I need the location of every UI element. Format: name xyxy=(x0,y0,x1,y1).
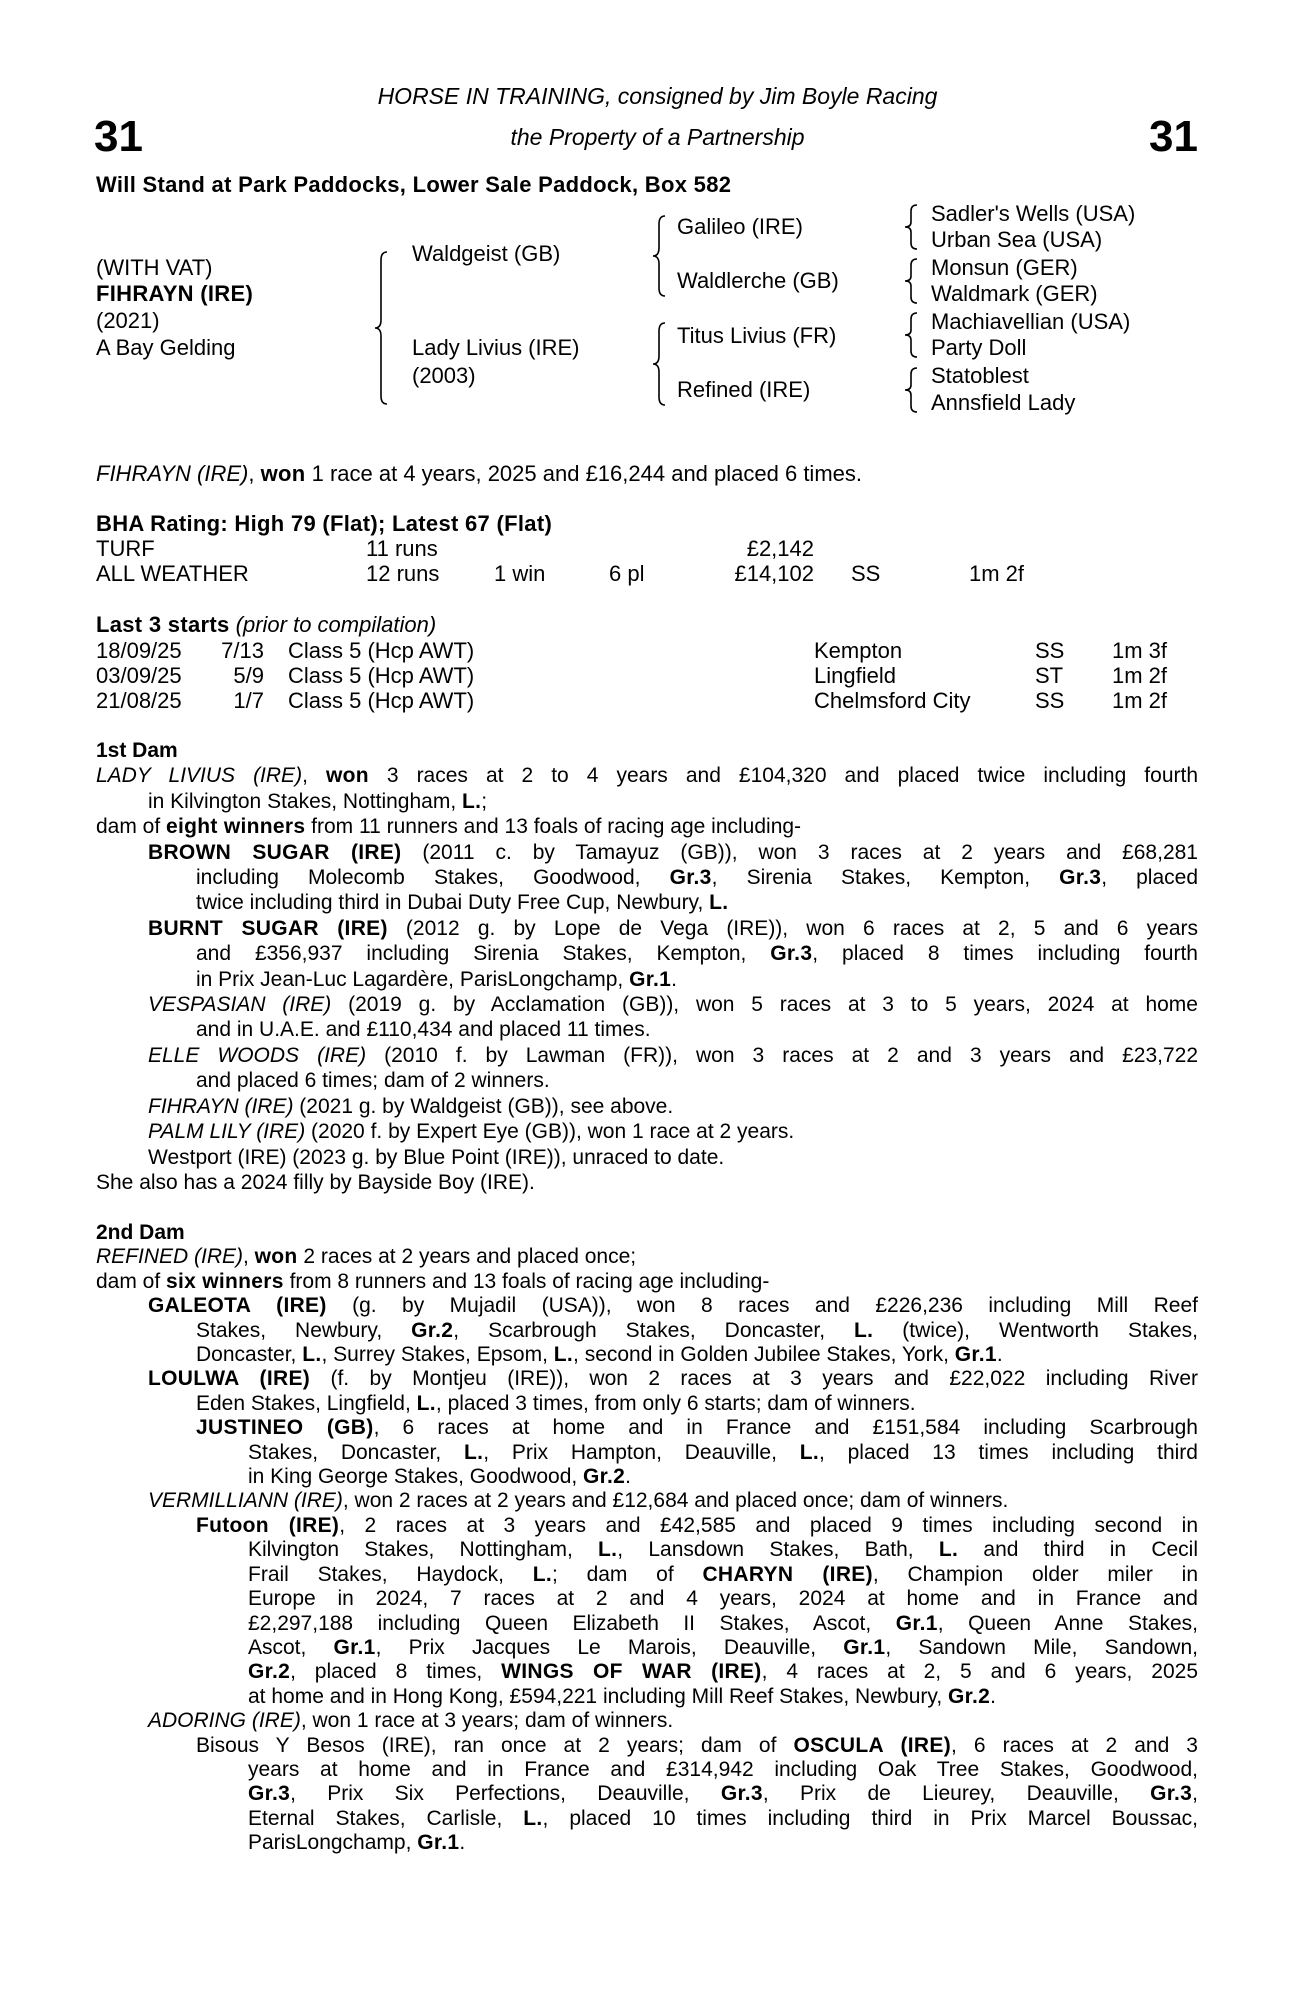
text-line xyxy=(96,763,1198,788)
text-segment: LOULWA (IRE) xyxy=(148,1367,311,1391)
text-segment: won xyxy=(325,764,369,788)
section-heading: 1st Dam xyxy=(96,739,178,762)
second-dam-section xyxy=(96,1221,1198,1856)
text-segment: (2019 g. by Acclamation (GB)), won 5 races at 3 to 5 years, 2024 at home xyxy=(331,993,1198,1017)
pedigree-dam-dam: Refined (IRE) xyxy=(677,377,811,402)
text-segment: , placed 8 times, xyxy=(290,1660,502,1684)
summary-seg: 1 race at 4 years, 2025 and £16,244 and placed 6 times. xyxy=(305,461,862,486)
text-segment: , placed 8 times including fourth xyxy=(812,942,1198,966)
text-segment: , placed 3 times, from only 6 starts; dam of winners. xyxy=(435,1391,916,1415)
text-segment: in Prix Jean-Luc Lagardère, ParisLongchamp, xyxy=(196,967,630,991)
text-segment: Gr.2 xyxy=(948,1684,991,1708)
text-segment: BROWN SUGAR (IRE) xyxy=(148,840,402,864)
produce-record xyxy=(96,840,1198,916)
text-segment: 2 races at 2 years and placed once; xyxy=(297,1245,637,1269)
prize: £14,102 xyxy=(734,561,814,586)
text-segment: Doncaster, xyxy=(196,1343,303,1367)
text-segment: Gr.1 xyxy=(629,967,672,991)
text-segment: Gr.3 xyxy=(1150,1782,1193,1806)
text-segment: Stakes, Doncaster, xyxy=(248,1440,465,1464)
text-line xyxy=(96,1465,1198,1489)
text-segment: Gr.3 xyxy=(248,1782,291,1806)
text-line xyxy=(96,1636,1198,1660)
pedigree-gen3: Party Doll xyxy=(931,335,1027,360)
text-segment: JUSTINEO (GB) xyxy=(196,1416,374,1440)
produce-record xyxy=(96,1416,1198,1489)
text-line xyxy=(96,1367,1198,1391)
text-segment: L. xyxy=(938,1538,959,1562)
last-starts-title: Last 3 starts xyxy=(96,612,230,637)
text-segment: (f. by Montjeu (IRE)), won 2 races at 3 years and £22,022 including River xyxy=(310,1367,1198,1391)
produce-record xyxy=(96,916,1198,992)
produce-record xyxy=(96,763,1198,814)
text-segment: and third in Cecil xyxy=(958,1538,1199,1562)
text-segment: WINGS OF WAR (IRE) xyxy=(501,1660,762,1684)
pedigree-gen3: Machiavellian (USA) xyxy=(931,309,1131,334)
text-segment: Gr.1 xyxy=(895,1611,938,1635)
text-segment: Gr.3 xyxy=(1059,866,1102,890)
text-segment: ADORING (IRE) xyxy=(148,1709,301,1733)
text-segment: Gr.1 xyxy=(333,1635,376,1659)
race-class: Class 5 (Hcp AWT) xyxy=(288,663,475,688)
text-segment: , Sirenia Stakes, Kempton, xyxy=(711,866,1060,890)
pedigree-dam: Lady Livius (IRE) xyxy=(412,335,580,360)
produce-record xyxy=(96,814,1198,839)
horse-year: (2021) xyxy=(96,308,160,333)
pedigree-gen3: Sadler's Wells (USA) xyxy=(931,201,1136,226)
text-segment: . xyxy=(671,967,677,991)
text-segment: (2020 f. by Expert Eye (GB)), won 1 race at 2 years. xyxy=(305,1120,795,1144)
text-segment: , second in Golden Jubilee Stakes, York, xyxy=(573,1343,955,1367)
date: 03/09/25 xyxy=(96,663,182,688)
text-segment: six winners xyxy=(166,1269,284,1293)
text-segment: VESPASIAN (IRE) xyxy=(148,993,332,1017)
text-segment: , xyxy=(243,1245,255,1269)
text-line xyxy=(96,1170,1198,1195)
text-segment: dam of xyxy=(96,1269,167,1293)
text-line xyxy=(96,1587,1198,1611)
pedigree-gen3: Monsun (GER) xyxy=(931,255,1078,280)
text-segment: . xyxy=(459,1831,466,1855)
brace-icon xyxy=(375,252,387,404)
text-segment: , won 2 races at 2 years and £12,684 and placed once; dam of winners. xyxy=(342,1489,1009,1513)
distance: 1m 2f xyxy=(1112,688,1168,713)
produce-record xyxy=(96,1170,1198,1195)
text-segment: from 11 runners and 13 foals of racing age including- xyxy=(305,815,802,839)
text-segment: L. xyxy=(598,1538,618,1562)
produce-record xyxy=(96,1734,1198,1856)
brace-icon xyxy=(905,259,917,303)
produce-record xyxy=(96,1119,1198,1144)
text-segment: from 8 runners and 13 foals of racing age including- xyxy=(283,1269,770,1293)
ownership-line: the Property of a Partnership xyxy=(510,124,805,150)
text-segment: Gr.1 xyxy=(843,1635,886,1659)
lot-number-right: 31 xyxy=(1149,112,1198,161)
brace-icon xyxy=(905,313,917,357)
position: 5/9 xyxy=(233,663,264,688)
going: SS xyxy=(1035,638,1065,663)
text-segment: in King George Stakes, Goodwood, xyxy=(248,1465,584,1489)
text-segment: . xyxy=(996,1343,1003,1367)
text-line xyxy=(96,1782,1198,1806)
text-segment: Stakes, Newbury, xyxy=(196,1318,412,1342)
brace-icon xyxy=(653,323,665,405)
text-segment: , placed 10 times including third in Prix Marcel Boussac, xyxy=(542,1806,1198,1830)
text-segment: Bisous Y Besos (IRE), ran once at 2 years; dam of xyxy=(196,1733,794,1757)
text-segment: Gr.3 xyxy=(720,1782,763,1806)
race-class: Class 5 (Hcp AWT) xyxy=(288,638,475,663)
text-segment: ; xyxy=(481,789,488,813)
produce-record xyxy=(96,992,1198,1043)
text-segment: Gr.1 xyxy=(954,1343,997,1367)
produce-record xyxy=(96,1294,1198,1367)
text-line xyxy=(96,1831,1198,1855)
text-segment: Ascot, xyxy=(248,1635,334,1659)
text-segment: Gr.2 xyxy=(411,1318,454,1342)
surface: TURF xyxy=(96,536,155,561)
text-segment: L. xyxy=(416,1391,436,1415)
text-segment: L. xyxy=(532,1562,552,1586)
text-segment: L. xyxy=(462,789,482,813)
produce-record xyxy=(96,1709,1198,1733)
text-line xyxy=(96,1685,1198,1709)
text-segment: Gr.3 xyxy=(770,942,813,966)
summary-seg: won xyxy=(260,461,306,486)
text-line xyxy=(96,1068,1198,1093)
text-segment: twice including third in Dubai Duty Free Cup, Newbury, xyxy=(196,891,710,915)
prize: £2,142 xyxy=(746,536,814,561)
text-line xyxy=(96,1709,1198,1733)
text-segment: L. xyxy=(553,1343,574,1367)
text-line xyxy=(96,1119,1198,1144)
text-segment: , Prix Hampton, Deauville, xyxy=(483,1440,800,1464)
text-line xyxy=(96,865,1198,890)
text-line xyxy=(96,1294,1198,1318)
date: 21/08/25 xyxy=(96,688,182,713)
text-segment: and placed 6 times; dam of 2 winners. xyxy=(196,1069,550,1093)
text-segment: , 6 races at home and in France and £151,584 including Scarbrough xyxy=(373,1416,1198,1440)
lot-number-left: 31 xyxy=(94,112,143,161)
consignment-line: HORSE IN TRAINING, consigned by Jim Boyle Racing xyxy=(377,83,938,109)
text-line xyxy=(96,1489,1198,1513)
text-line xyxy=(96,1043,1198,1068)
horse-name: FIHRAYN (IRE) xyxy=(96,281,254,306)
text-segment: OSCULA (IRE) xyxy=(793,1733,951,1757)
text-segment: L. xyxy=(709,891,729,915)
text-segment: 3 races at 2 to 4 years and £104,320 and placed twice including fourth xyxy=(368,764,1199,788)
text-segment: , Sandown Mile, Sandown, xyxy=(885,1635,1198,1659)
text-line xyxy=(96,916,1198,941)
text-segment: L. xyxy=(464,1440,484,1464)
first-dam-section xyxy=(96,738,1198,1195)
summary-seg: FIHRAYN (IRE) xyxy=(96,461,249,486)
text-segment: , Prix Six Perfections, Deauville, xyxy=(290,1782,721,1806)
text-line xyxy=(96,967,1198,992)
text-segment: FIHRAYN (IRE) xyxy=(148,1094,294,1118)
produce-record xyxy=(96,1145,1198,1170)
text-line xyxy=(96,840,1198,865)
text-segment: LADY LIVIUS (IRE) xyxy=(96,764,303,788)
text-segment: , 2 races at 3 years and £42,585 and placed 9 times including second in xyxy=(339,1513,1199,1537)
text-line xyxy=(96,890,1198,915)
text-line xyxy=(96,992,1198,1017)
text-line xyxy=(96,1514,1198,1538)
text-segment: and in U.A.E. and £110,434 and placed 11 times. xyxy=(196,1018,651,1042)
text-line xyxy=(96,1270,1198,1294)
text-segment: and £356,937 including Sirenia Stakes, Kempton, xyxy=(196,942,771,966)
text-line xyxy=(96,1145,1198,1170)
text-segment: PALM LILY (IRE) xyxy=(148,1120,306,1144)
text-segment: years at home and in France and £314,942 including Oak Tree Stakes, Goodwood, xyxy=(248,1757,1198,1781)
vat-status: (WITH VAT) xyxy=(96,255,213,280)
text-segment: L. xyxy=(523,1806,543,1830)
last-starts-note: (prior to compilation) xyxy=(229,612,437,637)
text-line xyxy=(96,1563,1198,1587)
going: SS xyxy=(851,561,881,586)
position: 7/13 xyxy=(221,638,264,663)
going: SS xyxy=(1035,688,1065,713)
text-segment: , Lansdown Stakes, Bath, xyxy=(617,1538,939,1562)
text-segment: won xyxy=(254,1245,298,1269)
horse-description: A Bay Gelding xyxy=(96,335,236,360)
text-segment: Gr.2 xyxy=(583,1465,626,1489)
text-segment: L. xyxy=(799,1440,819,1464)
text-segment: , Champion older miler in xyxy=(872,1562,1199,1586)
text-segment: Eternal Stakes, Carlisle, xyxy=(248,1806,524,1830)
text-line xyxy=(96,1343,1198,1367)
text-segment: VERMILLIANN (IRE) xyxy=(148,1489,343,1513)
text-segment: . xyxy=(625,1465,631,1489)
distance: 1m 2f xyxy=(1112,663,1168,688)
text-line xyxy=(96,1758,1198,1782)
text-line xyxy=(96,1807,1198,1831)
text-line xyxy=(96,1392,1198,1416)
placed: 6 pl xyxy=(609,561,645,586)
distance: 1m 2f xyxy=(969,561,1025,586)
text-segment: (2010 f. by Lawman (FR)), won 3 races at 2 and 3 years and £23,722 xyxy=(366,1043,1198,1067)
going: ST xyxy=(1035,663,1064,688)
pedigree-sire-dam: Waldlerche (GB) xyxy=(677,268,839,293)
course: Kempton xyxy=(814,638,903,663)
text-segment: ELLE WOODS (IRE) xyxy=(148,1043,367,1067)
runs: 11 runs xyxy=(366,536,438,561)
text-segment: dam of xyxy=(96,815,167,839)
text-segment: (g. by Mujadil (USA)), won 8 races and £226,236 including Mill Reef xyxy=(326,1294,1198,1318)
race-summary xyxy=(96,461,862,487)
text-line xyxy=(96,789,1198,814)
text-segment: Eden Stakes, Lingfield, xyxy=(196,1391,417,1415)
date: 18/09/25 xyxy=(96,638,182,663)
text-segment: , placed 13 times including third xyxy=(819,1440,1198,1464)
text-line xyxy=(96,1094,1198,1119)
course: Chelmsford City xyxy=(814,688,971,713)
text-segment: Westport (IRE) (2023 g. by Blue Point (IRE)), unraced to date. xyxy=(148,1145,725,1169)
text-segment: ; dam of xyxy=(551,1562,703,1586)
text-segment: Futoon (IRE) xyxy=(196,1513,340,1537)
produce-record xyxy=(96,1489,1198,1513)
text-line xyxy=(96,941,1198,966)
pedigree-dam-year: (2003) xyxy=(412,363,476,388)
text-segment: CHARYN (IRE) xyxy=(702,1562,873,1586)
stall-location: Will Stand at Park Paddocks, Lower Sale Paddock, Box 582 xyxy=(96,172,732,197)
text-line xyxy=(96,1612,1198,1636)
text-segment: (twice), Wentworth Stakes, xyxy=(873,1318,1198,1342)
text-segment: GALEOTA (IRE) xyxy=(148,1294,327,1318)
text-segment: (2012 g. by Lope de Vega (IRE)), won 6 races at 2, 5 and 6 years xyxy=(387,916,1198,940)
pedigree-gen3: Statoblest xyxy=(931,363,1029,388)
text-segment: Gr.2 xyxy=(248,1660,291,1684)
text-segment: Frail Stakes, Haydock, xyxy=(248,1562,533,1586)
text-segment: Gr.1 xyxy=(417,1831,460,1855)
text-line xyxy=(96,1538,1198,1562)
text-segment: at home and in Hong Kong, £594,221 including Mill Reef Stakes, Newbury, xyxy=(248,1684,949,1708)
pedigree-gen3: Annsfield Lady xyxy=(931,390,1076,415)
text-segment: including Molecomb Stakes, Goodwood, xyxy=(196,866,670,890)
text-segment: , xyxy=(1192,1782,1198,1806)
runs: 12 runs xyxy=(366,561,440,586)
text-segment: , won 1 race at 3 years; dam of winners. xyxy=(300,1709,674,1733)
pedigree-gen3: Urban Sea (USA) xyxy=(931,227,1103,252)
summary-seg: , xyxy=(248,461,261,486)
produce-record xyxy=(96,1514,1198,1709)
text-line xyxy=(96,1319,1198,1343)
text-segment: , xyxy=(302,764,326,788)
text-segment: , Prix Jacques Le Marois, Deauville, xyxy=(375,1635,844,1659)
produce-record xyxy=(96,1094,1198,1119)
text-segment: She also has a 2024 filly by Bayside Boy (IRE). xyxy=(96,1170,535,1194)
brace-icon xyxy=(653,216,665,296)
text-segment: (2021 g. by Waldgeist (GB)), see above. xyxy=(293,1094,674,1118)
text-line xyxy=(96,1245,1198,1269)
text-line xyxy=(96,1734,1198,1758)
text-segment: BURNT SUGAR (IRE) xyxy=(148,916,388,940)
text-segment: , Scarbrough Stakes, Doncaster, xyxy=(453,1318,855,1342)
text-segment: eight winners xyxy=(166,815,306,839)
text-segment: in Kilvington Stakes, Nottingham, xyxy=(148,789,462,813)
produce-record xyxy=(96,1367,1198,1416)
brace-icon xyxy=(905,368,917,412)
text-segment: , Queen Anne Stakes, xyxy=(937,1611,1198,1635)
produce-record xyxy=(96,1245,1198,1269)
pedigree-sire-sire: Galileo (IRE) xyxy=(677,214,803,239)
text-segment: (2011 c. by Tamayuz (GB)), won 3 races at 2 years and £68,281 xyxy=(401,840,1198,864)
text-segment: , 6 races at 2 and 3 xyxy=(951,1733,1198,1757)
surface: ALL WEATHER xyxy=(96,561,249,586)
position: 1/7 xyxy=(233,688,264,713)
text-segment: , Surrey Stakes, Epsom, xyxy=(321,1343,554,1367)
text-line xyxy=(96,1416,1198,1440)
course: Lingfield xyxy=(814,663,896,688)
produce-record xyxy=(96,1043,1198,1094)
race-class: Class 5 (Hcp AWT) xyxy=(288,688,475,713)
section-heading: 2nd Dam xyxy=(96,1221,185,1244)
brace-icon xyxy=(905,205,917,249)
text-segment: . xyxy=(990,1684,996,1708)
pedigree-gen3: Waldmark (GER) xyxy=(931,281,1098,306)
text-segment: REFINED (IRE) xyxy=(96,1245,243,1269)
pedigree-braces xyxy=(0,0,1315,500)
pedigree-sire: Waldgeist (GB) xyxy=(412,241,561,266)
text-segment: , Prix de Lieurey, Deauville, xyxy=(762,1782,1151,1806)
text-segment: Gr.3 xyxy=(669,866,712,890)
produce-record xyxy=(96,1270,1198,1294)
bha-rating: BHA Rating: High 79 (Flat); Latest 67 (Flat) xyxy=(96,511,553,536)
text-segment: ParisLongchamp, xyxy=(248,1831,418,1855)
text-segment: £2,297,188 including Queen Elizabeth II Stakes, Ascot, xyxy=(248,1611,896,1635)
last-starts-heading xyxy=(96,612,436,638)
text-segment: , placed xyxy=(1101,866,1198,890)
text-line xyxy=(96,1017,1198,1042)
pedigree-dam-sire: Titus Livius (FR) xyxy=(677,323,837,348)
text-segment: Kilvington Stakes, Nottingham, xyxy=(248,1538,599,1562)
text-segment: , 4 races at 2, 5 and 6 years, 2025 xyxy=(761,1660,1198,1684)
text-line xyxy=(96,1441,1198,1465)
text-segment: Europe in 2024, 7 races at 2 and 4 years, 2024 at home and in France and xyxy=(248,1587,1198,1611)
distance: 1m 3f xyxy=(1112,638,1168,663)
text-segment: L. xyxy=(302,1343,322,1367)
text-line xyxy=(96,814,1198,839)
wins: 1 win xyxy=(494,561,546,586)
text-segment: L. xyxy=(854,1318,874,1342)
text-line xyxy=(96,1660,1198,1684)
